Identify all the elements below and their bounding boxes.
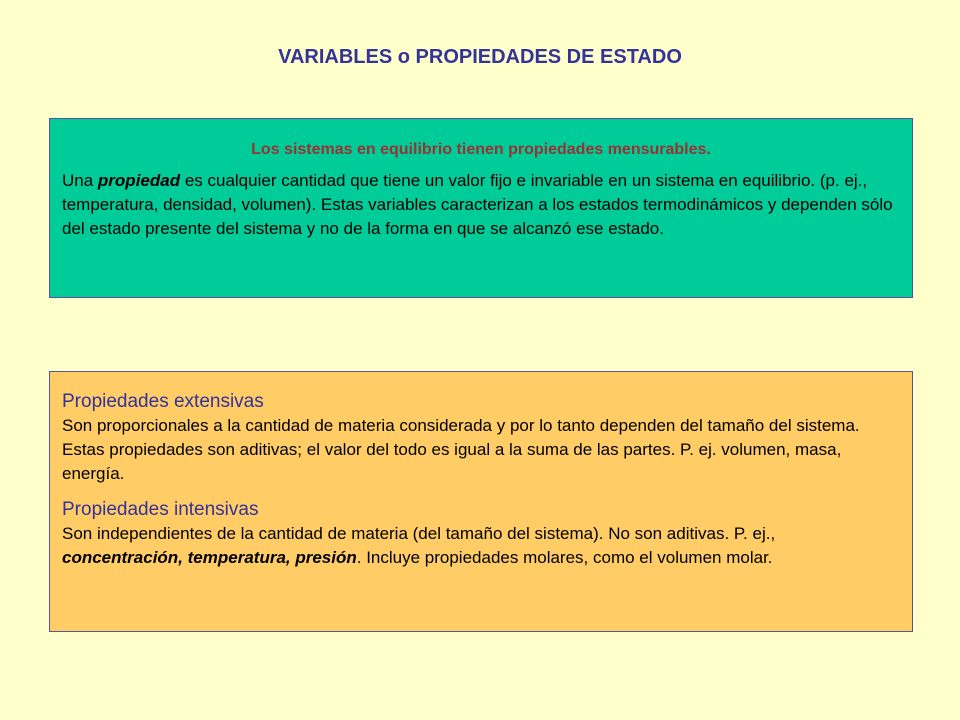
equilibrium-heading: Los sistemas en equilibrio tienen propiedades mensurables. bbox=[251, 141, 711, 158]
section-gap bbox=[62, 486, 900, 498]
slide-title: VARIABLES o PROPIEDADES DE ESTADO bbox=[278, 46, 682, 68]
extensive-heading: Propiedades extensivas bbox=[62, 391, 264, 412]
property-definition-text-start: Una bbox=[62, 171, 98, 190]
intensive-heading: Propiedades intensivas bbox=[62, 499, 259, 520]
intensive-text-start: Son independientes de la cantidad de materia (del tamaño del sistema). No son aditivas. P. ej., bbox=[62, 524, 776, 543]
intensive-text-end: . Incluye propiedades molares, como el volumen molar. bbox=[356, 548, 773, 567]
property-definition bbox=[62, 169, 900, 241]
equilibrium-box bbox=[49, 118, 913, 298]
properties-box bbox=[49, 371, 913, 632]
intensive-examples: concentración, temperatura, presión bbox=[62, 548, 357, 567]
property-definition-text-end: es cualquier cantidad que tiene un valor fijo e invariable en un sistema en equilibrio. (p. ej., temperatura, densidad, volumen). Estas variables caracterizan a los estados termodinámicos y dependen sólo del estado presente del sistema y no de la forma en que se alcanzó ese estado. bbox=[62, 171, 893, 238]
intensive-text bbox=[62, 522, 900, 570]
property-term: propiedad bbox=[97, 171, 181, 190]
extensive-text: Son proporcionales a la cantidad de materia considerada y por lo tanto dependen del tamaño del sistema. Estas propiedades son aditivas; el valor del todo es igual a la suma de las partes. P. ej. volumen, masa, energía. bbox=[62, 416, 860, 483]
